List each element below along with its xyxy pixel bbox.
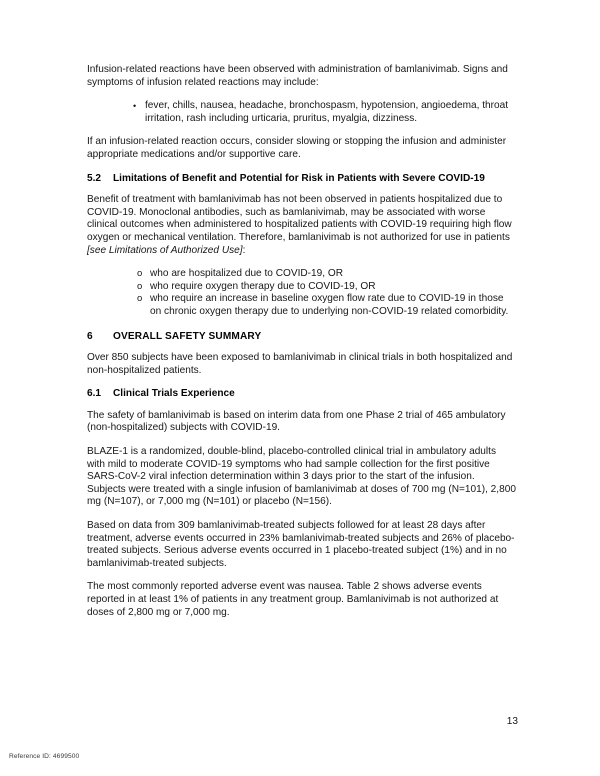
heading-title: OVERALL SAFETY SUMMARY [113, 330, 262, 342]
infusion-symptoms-list [87, 100, 516, 125]
list-item [87, 100, 516, 125]
bullet-circle-icon: o [137, 268, 143, 280]
paragraph-6-overview: Over 850 subjects have been exposed to bamlanivimab in clinical trials in both hospitalized and non-hospitalized patients. [87, 352, 513, 376]
paragraph-infusion-intro: Infusion-related reactions have been observed with administration of bamlanivimab. Signs and symptoms of infusion related reactions may include: [87, 64, 508, 88]
list-item-text: who require an increase in baseline oxygen flow rate due to COVID-19 in those on chronic oxygen therapy due to underlying non-COVID-19 related comorbidity. [150, 293, 509, 317]
heading-6 [87, 331, 516, 344]
paragraph-6-1-nausea: The most commonly reported adverse event was nausea. Table 2 shows adverse events reported in at least 1% of patients in any treatment group. Bamlanivimab is not authorized at doses of 2,800 mg or 7,000 mg. [87, 581, 499, 618]
bullet-circle-icon: o [137, 293, 143, 305]
paragraph-5-2-lead-text: Benefit of treatment with bamlanivimab has not been observed in patients hospitalized due to COVID-19. Monoclonal antibodies, such as bamlanivimab, may be associated with worse clinical outcomes when administered to hospitalized patients with COVID-19 requiring high flow oxygen or mechanical ventilation. Therefore, bamlanivimab is not authorized for use in patients [87, 194, 512, 243]
bullet-disc-icon: • [133, 101, 137, 112]
heading-number: 6.1 [87, 388, 102, 400]
reference-id: Reference ID: 4699500 [9, 753, 80, 760]
heading-title: Clinical Trials Experience [113, 388, 235, 400]
heading-number: 5.2 [87, 172, 102, 184]
excluded-patients-list [87, 268, 516, 318]
list-item [87, 293, 516, 318]
document-body [87, 64, 516, 630]
heading-number: 6 [87, 330, 93, 342]
paragraph-6-1-safety-data: The safety of bamlanivimab is based on interim data from one Phase 2 trial of 465 ambulatory (non-hospitalized) subjects with COVID-19. [87, 409, 506, 434]
heading-6-1 [87, 388, 516, 401]
paragraph-infusion-action: If an infusion-related reaction occurs, consider slowing or stopping the infusion and administer appropriate medications and/or supportive care. [87, 136, 507, 160]
page-number: 13 [506, 716, 518, 727]
list-item-text: fever, chills, nausea, headache, bronchospasm, hypotension, angioedema, throat irritation, rash including urticaria, pruritus, myalgia, dizziness. [145, 100, 509, 124]
paragraph-5-2-lead-tail: : [242, 244, 246, 256]
list-item [87, 268, 516, 281]
cross-reference-link: [see Limitations of Authorized Use] [87, 244, 243, 256]
heading-title: Limitations of Benefit and Potential for Risk in Patients with Severe COVID-19 [113, 172, 485, 184]
list-item-text: who are hospitalized due to COVID-19, OR [150, 268, 343, 280]
paragraph-6-1-blaze-trial: BLAZE-1 is a randomized, double-blind, placebo-controlled clinical trial in ambulatory adults with mild to moderate COVID-19 symptoms who had sample collection for the first positive SARS-CoV-2 viral infection determination within 3 days prior to the start of the infusion. Subjects were treated with a single infusion of bamlanivimab at doses of 700 mg (N=101), 2,800 mg (N=107), or 7,000 mg (N=101) or placebo (N=156). [87, 446, 516, 508]
paragraph-5-2-lead [87, 194, 516, 257]
paragraph-6-1-adverse-events: Based on data from 309 bamlanivimab-treated subjects followed for at least 28 days after treatment, adverse events occurred in 23% bamlanivimab-treated subjects and 26% of placebo-treated subjects. Serious adverse events occurred in 1 placebo-treated subject (1%) and in no bamlanivimab-treated subjects. [87, 520, 515, 569]
bullet-circle-icon: o [137, 280, 143, 292]
list-item [87, 281, 516, 294]
heading-5-2 [87, 173, 516, 186]
list-item-text: who require oxygen therapy due to COVID-19, OR [150, 280, 376, 292]
